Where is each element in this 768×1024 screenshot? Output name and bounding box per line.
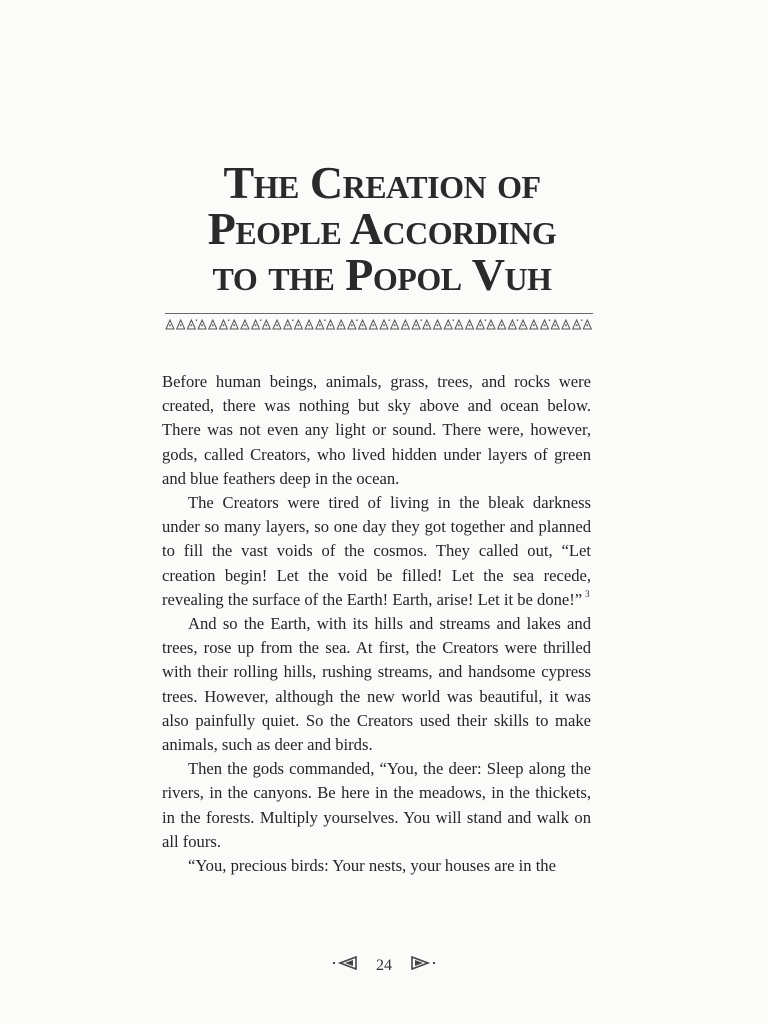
left-triangle-ornament-icon bbox=[332, 956, 358, 975]
page-folio bbox=[0, 956, 768, 975]
paragraph-2-text: The Creators were tired of living in the bleak darkness under so many layers, so one day they got together and planned to fill the vast voids of the cosmos. They called out, “Let creation begin! Let the void be filled! Let the sea recede, revealing the surface of the Earth! Earth, arise! Let it be done!” bbox=[162, 493, 591, 609]
triangle-pattern-border-icon bbox=[165, 318, 593, 330]
right-triangle-ornament-icon bbox=[410, 956, 436, 975]
chapter-title bbox=[150, 157, 614, 300]
chapter-body bbox=[162, 370, 591, 878]
footnote-marker[interactable]: 3 bbox=[585, 588, 590, 599]
paragraph-5: “You, precious birds: Your nests, your houses are in the bbox=[188, 856, 556, 876]
chapter-title-line-3: to the Popol Vuh bbox=[212, 249, 552, 300]
chapter-title-line-2: People According bbox=[207, 203, 557, 254]
chapter-title-line-1: The Creation of bbox=[223, 157, 541, 208]
paragraph-4: Then the gods commanded, “You, the deer: Sleep along the rivers, in the canyons. Be here in the meadows, in the thickets, in the forests. Multiply yourselves. You will stand and walk on all fours. bbox=[162, 759, 591, 851]
page-number: 24 bbox=[376, 956, 392, 974]
paragraph-3: And so the Earth, with its hills and streams and lakes and trees, rose up from the sea. At first, the Creators were thrilled with their rolling hills, rushing streams, and handsome cypress trees. However, although the new world was beautiful, it was also painfully quiet. So the Creators used their skills to make animals, such as deer and birds. bbox=[162, 614, 591, 755]
paragraph-1: Before human beings, animals, grass, trees, and rocks were created, there was nothing but sky above and ocean below. There was not even any light or sound. There were, however, gods, called Creators, who lived hidden under layers of green and blue feathers deep in the ocean. bbox=[162, 372, 591, 488]
paragraph-2 bbox=[162, 491, 591, 612]
title-rule bbox=[165, 313, 593, 314]
